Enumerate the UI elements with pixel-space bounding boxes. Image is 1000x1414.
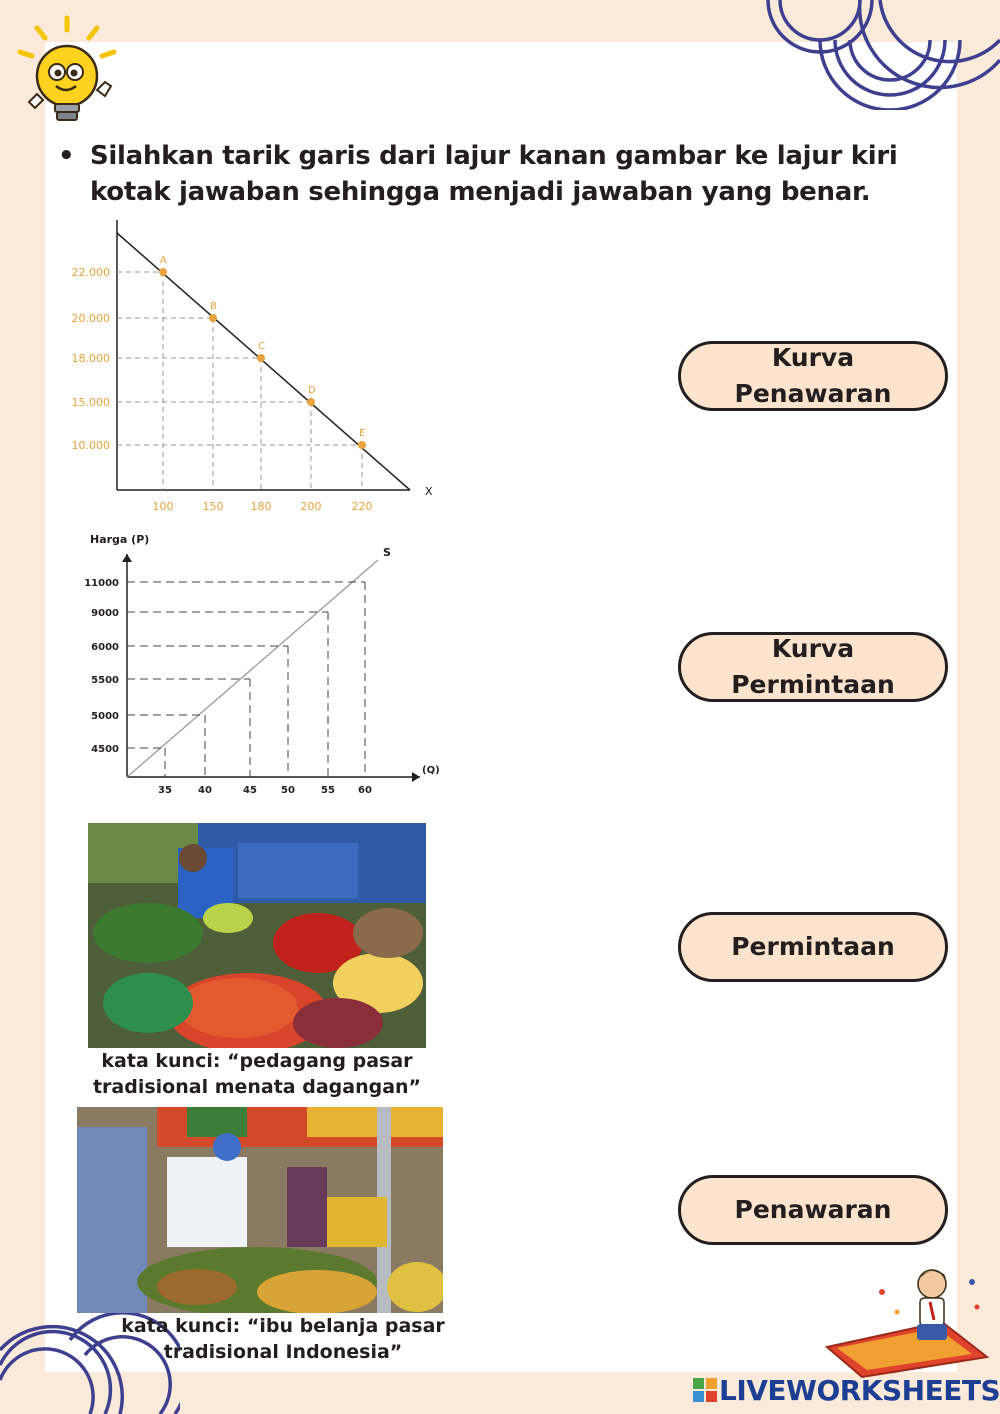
x-axis-arrow (412, 772, 420, 782)
x-tick-label: 50 (281, 785, 295, 796)
student-on-carpet-illustration (822, 1262, 992, 1382)
point-label: B (210, 301, 217, 312)
x-tick-label: 100 (152, 500, 174, 513)
x-tick-label: 150 (202, 500, 224, 513)
market-shopper-illustration (77, 1107, 443, 1313)
answer-label: Kurva Permintaan (731, 634, 895, 699)
corner-swirl-top-right (760, 0, 1000, 110)
y-tick-label: 15.000 (71, 396, 110, 409)
lightbulb-mascot-icon (12, 14, 122, 132)
caption-photo1: kata kunci: “pedagang pasar tradisional menata dagangan” (92, 1050, 422, 1098)
liveworksheets-logo (693, 1373, 1000, 1407)
answer-label: Penawaran (734, 1195, 892, 1224)
x-tick-label: 55 (321, 785, 335, 796)
caption-photo2: kata kunci: “ibu belanja pasar tradisional Indonesia” (121, 1315, 445, 1363)
answer-box-kurva-penawaran[interactable] (678, 341, 948, 411)
data-point (159, 268, 167, 276)
data-point (209, 314, 217, 322)
x-axis-label: (Q) (422, 765, 440, 776)
market-shopper-photo[interactable] (77, 1107, 443, 1313)
x-tick-label: 40 (198, 785, 212, 796)
answer-label: Kurva Penawaran (734, 343, 892, 408)
demand-curve-chart[interactable] (60, 215, 450, 520)
y-tick-label: 18.000 (71, 352, 110, 365)
y-tick-label: 4500 (91, 744, 119, 755)
y-tick-label: 5500 (91, 675, 119, 686)
y-tick-label: 20.000 (71, 312, 110, 325)
liveworksheets-logo-icon (693, 1378, 717, 1402)
instruction-sentence: Silahkan tarik garis dari lajur kanan gambar ke lajur kiri kotak jawaban sehingga menjadi jawaban yang benar. (90, 141, 898, 207)
market-vendor-illustration (88, 823, 426, 1048)
x-tick-label: 60 (358, 785, 372, 796)
y-tick-label: 9000 (91, 608, 119, 619)
answer-box-kurva-permintaan[interactable] (678, 632, 948, 702)
point-label: D (308, 385, 316, 396)
point-label: A (160, 255, 167, 266)
answer-box-permintaan[interactable] (678, 912, 948, 982)
y-tick-label: 22.000 (71, 266, 110, 279)
y-axis-arrow (122, 554, 132, 562)
answer-label: Permintaan (731, 932, 895, 961)
series-label: S (383, 546, 391, 559)
supply-curve-chart[interactable] (60, 528, 450, 803)
data-point (358, 441, 366, 449)
point-label: E (359, 428, 366, 439)
y-axis-label: Harga (P) (90, 533, 150, 546)
y-tick-label: 6000 (91, 642, 119, 653)
answer-box-penawaran[interactable] (678, 1175, 948, 1245)
y-tick-label: 10.000 (71, 439, 110, 452)
x-tick-label: 220 (351, 500, 373, 513)
x-tick-label: 35 (158, 785, 172, 796)
data-point (307, 398, 315, 406)
point-label: C (258, 341, 265, 352)
y-tick-label: 11000 (84, 578, 119, 589)
x-tick-label: 200 (300, 500, 322, 513)
bullet-marker: • (58, 141, 75, 171)
market-vendor-photo[interactable] (88, 823, 426, 1048)
data-point (257, 354, 265, 362)
y-tick-label: 5000 (91, 711, 119, 722)
supply-line (127, 560, 378, 777)
x-axis-label: X (425, 485, 433, 498)
x-tick-label: 180 (250, 500, 272, 513)
x-tick-label: 45 (243, 785, 257, 796)
logo-text: LIVEWORKSHEETS (719, 1373, 1000, 1407)
